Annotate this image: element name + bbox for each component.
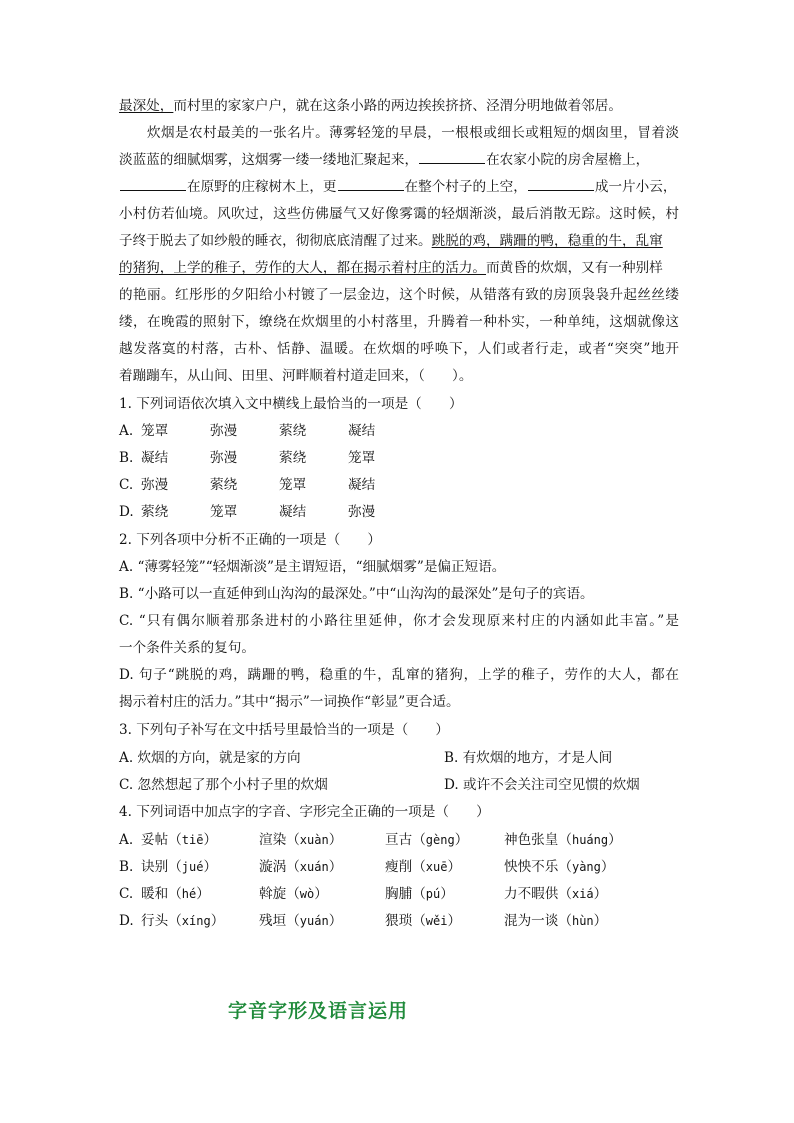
- passage-line-8: 的艳丽。红彤彤的夕阳给小村镀了一层金边，这个时候，从错落有致的房顶袅袅升起丝丝缕: [119, 287, 679, 303]
- q3-option-b[interactable]: B. 有炊烟的地方，才是人间: [444, 750, 613, 766]
- q3-option-a[interactable]: A. 炊烟的方向，就是家的方向: [119, 750, 301, 766]
- underlined-phrase: 最深处，: [119, 98, 174, 114]
- underlined-sentence: 跳脱的鸡，蹒跚的鸭，稳重的牛，乱窜: [431, 233, 663, 249]
- underlined-sentence-end: 的猪狗，上学的稚子，劳作的大人，都在揭示着村庄的活力。: [119, 260, 487, 276]
- passage-line-2: 炊烟是农村最美的一张名片。薄雾轻笼的早晨，一根根或细长或粗短的烟囱里，冒着淡: [147, 125, 679, 141]
- section-title: 字音字形及语言运用: [228, 1000, 409, 1022]
- passage-line-11: 着蹦蹦车，从山间、田里、河畔顺着村道走回来，（ ）。: [119, 368, 473, 384]
- q2-option-d-cont: 揭示着村庄的活力。”其中“揭示”一词换作“彰显”更合适。: [119, 694, 460, 710]
- passage-line-7: 的猪狗，上学的稚子，劳作的大人，都在揭示着村庄的活力。而黄昏的炊烟，又有一种别样: [119, 260, 663, 276]
- question-1-stem: 1. 下列词语依次填入文中横线上最恰当的一项是（ ）: [119, 396, 463, 412]
- passage-line-1: 最深处，而村里的家家户户，就在这条小路的两边挨挨挤挤、泾渭分明地做着邻居。: [119, 98, 622, 114]
- q3-option-c[interactable]: C. 忽然想起了那个小村子里的炊烟: [119, 777, 328, 793]
- q2-option-b[interactable]: B. “小路可以一直延伸到山沟沟的最深处。”中“山沟沟的最深处”是句子的宾语。: [119, 586, 594, 602]
- passage-line-5: 小村仿若仙境。风吹过，这些仿佛蜃气又好像雾霭的轻烟渐淡，最后消散无踪。这时候，村: [119, 206, 679, 222]
- fill-blank-4[interactable]: [528, 178, 594, 191]
- fill-blank-1[interactable]: [419, 151, 485, 164]
- passage-line-10: 越发落寞的村落，古朴、恬静、温暖。在炊烟的呼唤下，人们或者行走，或者“突突”地开: [119, 341, 679, 357]
- passage-line-6: 子终于脱去了如纱般的睡衣，彻彻底底清醒了过来。跳脱的鸡，蹒跚的鸭，稳重的牛，乱窜: [119, 233, 663, 249]
- q2-option-c[interactable]: C. “只有偶尔顺着那条进村的小路往里延伸，你才会发现原来村庄的内涵如此丰富。”是: [119, 613, 679, 629]
- fill-blank-3[interactable]: [338, 178, 404, 191]
- q2-option-a[interactable]: A. “薄雾轻笼”“轻烟渐淡”是主谓短语，“细腻烟雾”是偏正短语。: [119, 559, 506, 575]
- passage-line-4: 在原野的庄稼树木上，更 在整个村子的上空， 成一片小云，: [119, 177, 679, 197]
- passage-line-3: 淡蓝蓝的细腻烟雾，这烟雾一缕一缕地汇聚起来， 在农家小院的房舍屋檐上，: [119, 152, 650, 168]
- q2-option-c-cont: 一个条件关系的复句。: [119, 640, 255, 656]
- fill-blank-2[interactable]: [120, 178, 186, 191]
- question-4-stem: 4. 下列词语中加点字的字音、字形完全正确的一项是（ ）: [119, 804, 490, 820]
- passage-line-9: 缕，在晚霞的照射下，缭绕在炊烟里的小村落里，升腾着一种朴实，一种单纯，这烟就像这: [119, 314, 679, 330]
- question-3-stem: 3. 下列句子补写在文中括号里最恰当的一项是（ ）: [119, 722, 449, 738]
- q2-option-d[interactable]: D. 句子“跳脱的鸡，蹒跚的鸭，稳重的牛，乱窜的猪狗，上学的稚子，劳作的大人，都在: [119, 667, 679, 683]
- document-page: 最深处，而村里的家家户户，就在这条小路的两边挨挨挤挤、泾渭分明地做着邻居。 炊烟是农村最美的一张名片。薄雾轻笼的早晨，一根根或细长或粗短的烟囱里，冒着淡 淡蓝蓝的细腻烟雾，这烟雾一缕一缕地汇聚起来， 在农家小院的房舍屋檐上， 在原野的庄稼树木上，更 在整个村子的上空， 成一片小云， 小村仿若仙境。风吹过，这些仿佛蜃气又好像雾霭的轻烟渐淡，最后消散无踪。这时候，村 子终于脱去了如纱般的睡衣，彻彻底底清醒了过来。跳脱的鸡，蹒跚的鸭，稳重的牛，乱窜 的猪狗，上学的稚子，劳作的大人，都在揭示着村庄的活力。而黄昏的炊烟，又有一种别样 的艳丽。红彤彤的夕阳给小村镀了一层金边，这个时候，从错落有致的房顶袅袅升起丝丝缕 缕，在晚霞的照射下，缭绕在炊烟里的小村落里，升腾着一种朴实，一种单纯，这烟就像这 越发落寞的村落，古朴、恬静、温暖。在炊烟的呼唤下，人们或者行走，或者“突突”地开 着蹦蹦车，从山间、田里、河畔顺着村道走回来，（ ）。 1. 下列词语依次填入文中横线上最恰当的一项是（ ） A. 笼罩 弥漫 萦绕 凝结 B. 凝结 弥漫 萦绕 笼罩 C. 弥漫 萦绕 笼罩 凝结 D. 萦绕 笼罩 凝结 弥漫 2. 下列各项中分析不正确的一项是（ ） A. “薄雾轻笼”“轻烟渐淡”是主谓短语，“细腻烟雾”是偏正短语。 B. “小路可以一直延伸到山沟沟的最深处。”中“山沟沟的最深处”是句子的宾语。 C. “只有偶尔顺着那条进村的小路往里延伸，你才会发现原来村庄的内涵如此丰富。”是 一个条件关系的复句。 D. 句子“跳脱的鸡，蹒跚的鸭，稳重的牛，乱窜的猪狗，上学的稚子，劳作的大人，都在 揭示着村庄的活力。”其中“揭示”一词换作“彰显”更合适。 3. 下列句子补写在文中括号里最恰当的一项是（ ） A. 炊烟的方向，就是家的方向 B. 有炊烟的地方，才是人间 C. 忽然想起了那个小村子里的炊烟 D. 或许不会关注司空见惯的炊烟 4. 下列词语中加点字的字音、字形完全正确的一项是（ ） A. 妥帖（tiē） 渲染（xuàn） 亘古（gèng） 神色张皇（huáng） B. 诀别（jué） 漩涡（xuán） 瘦削（xuē） 怏怏不乐（yàng） C. 暖和（hé） 斡旋（wò） 胸脯（pú） 力不暇供（xiá） D. 行头（xíng） 残垣（yuán） 猥琐（wěi） 混为一谈（hùn） 字音字形及语言运用: [119, 98, 679, 1022]
- q3-option-d[interactable]: D. 或许不会关注司空见惯的炊烟: [444, 777, 640, 793]
- question-2-stem: 2. 下列各项中分析不正确的一项是（ ）: [119, 532, 381, 548]
